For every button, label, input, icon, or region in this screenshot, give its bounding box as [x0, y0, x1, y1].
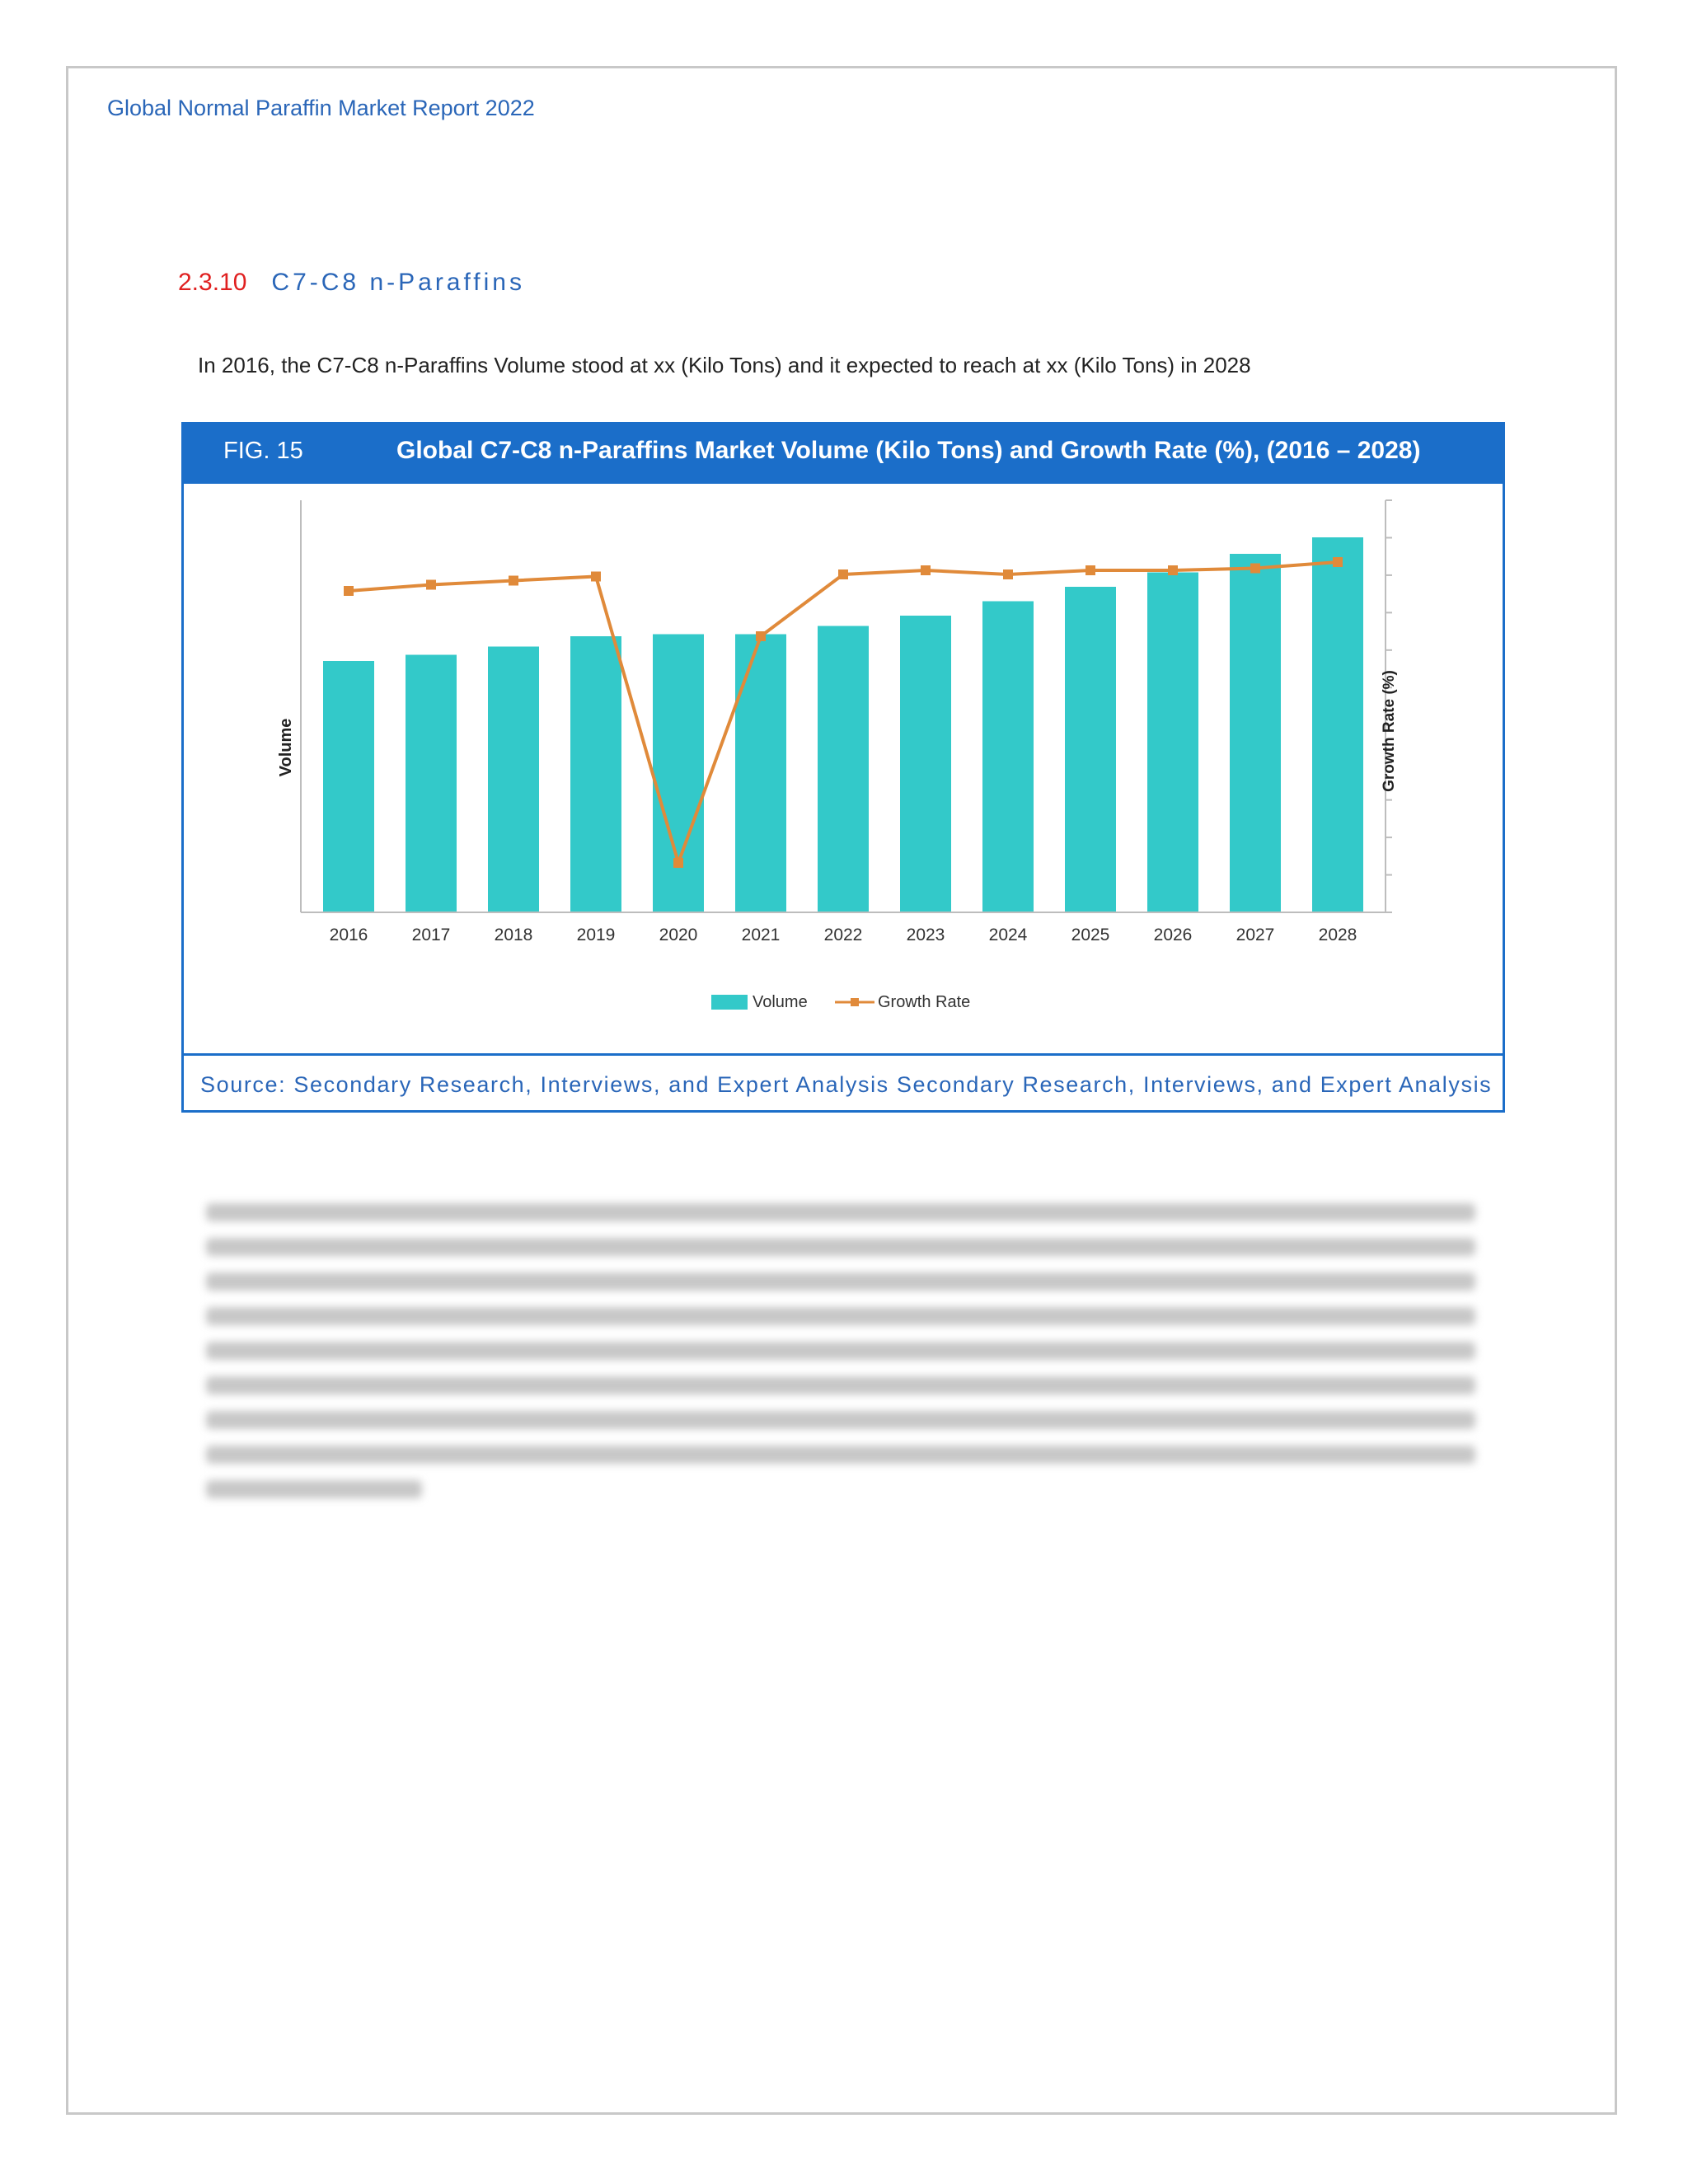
legend-growth-label: Growth Rate	[878, 993, 971, 1011]
y-axis-label: Volume	[277, 718, 295, 777]
growth-point-2016	[344, 586, 354, 596]
growth-point-2024	[1003, 569, 1013, 579]
legend-volume-label: Volume	[753, 993, 808, 1011]
x-tick-label-2019: 2019	[576, 926, 616, 944]
figure-title: Global C7-C8 n-Paraffins Market Volume (Kilo Tons) and Growth Rate (%), (2016 – 2028)	[396, 437, 1421, 464]
x-tick-label-2024: 2024	[988, 926, 1028, 944]
bar-2017	[406, 655, 457, 913]
section-heading	[178, 269, 525, 297]
growth-point-2025	[1085, 565, 1095, 575]
x-tick-label-2027: 2027	[1236, 926, 1275, 944]
bar-2024	[982, 602, 1034, 913]
bars-layer	[323, 537, 1363, 912]
x-tick-label-2016: 2016	[329, 926, 368, 944]
legend-growth-marker	[851, 998, 859, 1006]
bar-2018	[488, 647, 539, 913]
x-tick-label-2023: 2023	[906, 926, 945, 944]
bar-2026	[1147, 573, 1198, 913]
blurred-paragraph	[206, 1203, 1475, 1515]
figure-source	[184, 1053, 1503, 1113]
growth-point-2018	[509, 576, 518, 586]
bar-2020	[653, 635, 704, 913]
growth-point-2023	[921, 565, 931, 575]
x-tick-label-2020: 2020	[659, 926, 698, 944]
growth-point-2028	[1333, 557, 1343, 567]
x-tick-label-2021: 2021	[741, 926, 781, 944]
x-tick-label-2018: 2018	[494, 926, 533, 944]
section-number: 2.3.10	[178, 269, 247, 296]
report-header-title: Global Normal Paraffin Market Report 2022	[107, 96, 535, 120]
bar-2023	[900, 616, 951, 912]
x-tick-label-2026: 2026	[1153, 926, 1193, 944]
figure-box	[181, 422, 1505, 1113]
y2-axis-label: Growth Rate (%)	[1381, 670, 1398, 792]
volume-growth-chart	[184, 484, 1503, 1051]
intro-paragraph: In 2016, the C7-C8 n-Paraffins Volume stood at xx (Kilo Tons) and it expected to reach at xx (Kilo Tons) in 2028	[198, 353, 1251, 377]
section-title: C7-C8 n-Paraffins	[271, 269, 525, 296]
bar-2019	[570, 636, 621, 912]
x-tick-label-2028: 2028	[1318, 926, 1357, 944]
legend	[711, 993, 970, 1011]
source-text: Source: Secondary Research, Interviews, and Expert Analysis Secondary Research, Interviews, and Expert Analysis	[200, 1072, 1493, 1097]
bar-2028	[1312, 537, 1363, 912]
growth-point-2020	[673, 858, 683, 868]
growth-point-2027	[1250, 564, 1260, 574]
growth-point-2021	[756, 631, 766, 641]
growth-point-2019	[591, 572, 601, 582]
bar-2027	[1230, 554, 1281, 912]
bar-2021	[735, 635, 786, 913]
legend-volume-swatch	[711, 995, 748, 1010]
figure-header	[184, 424, 1503, 484]
bar-2022	[818, 626, 869, 913]
growth-point-2022	[838, 569, 848, 579]
x-tick-label-2017: 2017	[411, 926, 451, 944]
x-tick-label-2022: 2022	[823, 926, 863, 944]
growth-point-2026	[1168, 565, 1178, 575]
bar-2016	[323, 661, 374, 912]
bar-2025	[1065, 587, 1116, 912]
x-tick-label-2025: 2025	[1071, 926, 1110, 944]
growth-point-2017	[426, 580, 436, 590]
figure-label: FIG. 15	[223, 438, 303, 464]
